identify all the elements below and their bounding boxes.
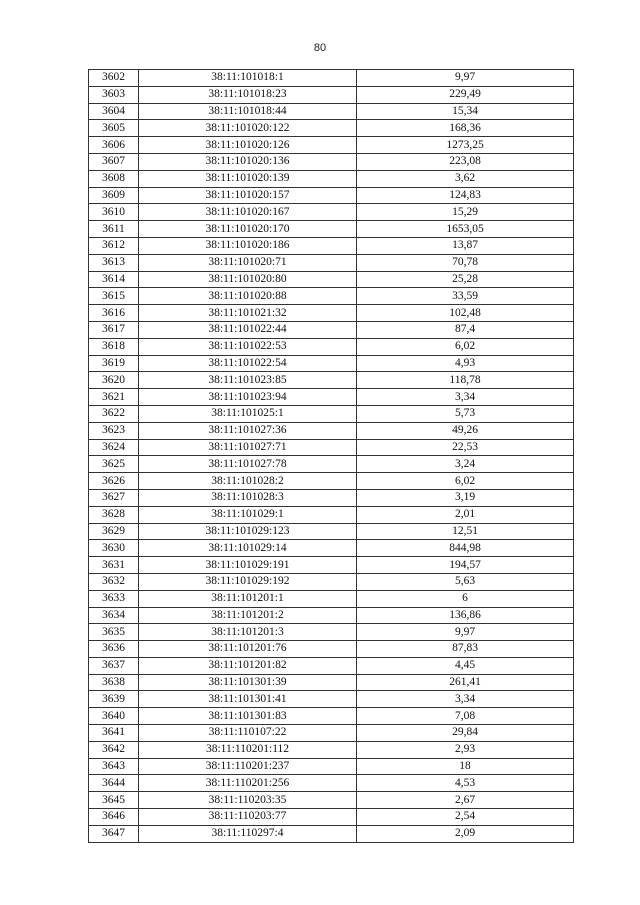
- cadastral-number-cell: 38:11:101022:53: [139, 338, 357, 355]
- area-value-cell: 1653,05: [357, 221, 574, 238]
- cadastral-number-cell: 38:11:101201:1: [139, 590, 357, 607]
- table-row: [89, 641, 574, 658]
- cadastral-number-cell: 38:11:101201:3: [139, 624, 357, 641]
- area-value-cell: 194,57: [357, 557, 574, 574]
- area-value-cell: 2,54: [357, 809, 574, 826]
- area-value-cell: 124,83: [357, 187, 574, 204]
- cadastral-number-cell: 38:11:101023:85: [139, 372, 357, 389]
- table-row: [89, 389, 574, 406]
- row-number-cell: 3636: [89, 641, 139, 658]
- table-row: [89, 624, 574, 641]
- row-number-cell: 3618: [89, 338, 139, 355]
- cadastral-number-cell: 38:11:110201:256: [139, 775, 357, 792]
- row-number-cell: 3609: [89, 187, 139, 204]
- row-number-cell: 3641: [89, 725, 139, 742]
- cadastral-number-cell: 38:11:101027:36: [139, 422, 357, 439]
- cadastral-number-cell: 38:11:110203:35: [139, 792, 357, 809]
- table-row: [89, 741, 574, 758]
- cadastral-number-cell: 38:11:110201:112: [139, 741, 357, 758]
- cadastral-number-cell: 38:11:101020:88: [139, 288, 357, 305]
- area-value-cell: 136,86: [357, 607, 574, 624]
- area-value-cell: 18: [357, 758, 574, 775]
- table-row: [89, 439, 574, 456]
- row-number-cell: 3632: [89, 573, 139, 590]
- area-value-cell: 9,97: [357, 624, 574, 641]
- cadastral-number-cell: 38:11:101020:139: [139, 170, 357, 187]
- row-number-cell: 3643: [89, 758, 139, 775]
- cadastral-number-cell: 38:11:101201:82: [139, 657, 357, 674]
- cadastral-number-cell: 38:11:101027:78: [139, 456, 357, 473]
- cadastral-number-cell: 38:11:101021:32: [139, 305, 357, 322]
- row-number-cell: 3637: [89, 657, 139, 674]
- area-value-cell: 9,97: [357, 70, 574, 87]
- cadastral-number-cell: 38:11:101018:44: [139, 103, 357, 120]
- table-row: [89, 540, 574, 557]
- area-value-cell: 168,36: [357, 120, 574, 137]
- table-row: [89, 305, 574, 322]
- area-value-cell: 229,49: [357, 86, 574, 103]
- area-value-cell: 2,09: [357, 825, 574, 842]
- row-number-cell: 3607: [89, 153, 139, 170]
- cadastral-number-cell: 38:11:101029:1: [139, 506, 357, 523]
- row-number-cell: 3633: [89, 590, 139, 607]
- table-row: [89, 708, 574, 725]
- table-row: [89, 456, 574, 473]
- row-number-cell: 3616: [89, 305, 139, 322]
- row-number-cell: 3635: [89, 624, 139, 641]
- cadastral-number-cell: 38:11:101201:76: [139, 641, 357, 658]
- row-number-cell: 3619: [89, 355, 139, 372]
- cadastral-number-cell: 38:11:101029:191: [139, 557, 357, 574]
- table-row: [89, 372, 574, 389]
- cadastral-number-cell: 38:11:101020:136: [139, 153, 357, 170]
- table-row: [89, 473, 574, 490]
- table-row: [89, 792, 574, 809]
- cadastral-number-cell: 38:11:101027:71: [139, 439, 357, 456]
- area-value-cell: 29,84: [357, 725, 574, 742]
- cadastral-number-cell: 38:11:101029:123: [139, 523, 357, 540]
- row-number-cell: 3610: [89, 204, 139, 221]
- area-value-cell: 15,34: [357, 103, 574, 120]
- cadastral-number-cell: 38:11:101301:41: [139, 691, 357, 708]
- cadastral-number-cell: 38:11:101022:54: [139, 355, 357, 372]
- table-row: [89, 725, 574, 742]
- area-value-cell: 4,93: [357, 355, 574, 372]
- area-value-cell: 223,08: [357, 153, 574, 170]
- row-number-cell: 3627: [89, 489, 139, 506]
- cadastral-number-cell: 38:11:101018:23: [139, 86, 357, 103]
- cadastral-number-cell: 38:11:101029:14: [139, 540, 357, 557]
- table-row: [89, 590, 574, 607]
- row-number-cell: 3624: [89, 439, 139, 456]
- row-number-cell: 3621: [89, 389, 139, 406]
- row-number-cell: 3631: [89, 557, 139, 574]
- area-value-cell: 2,67: [357, 792, 574, 809]
- table-row: [89, 153, 574, 170]
- area-value-cell: 844,98: [357, 540, 574, 557]
- row-number-cell: 3606: [89, 137, 139, 154]
- table-row: [89, 170, 574, 187]
- table-row: [89, 70, 574, 87]
- cadastral-number-cell: 38:11:101020:80: [139, 271, 357, 288]
- row-number-cell: 3608: [89, 170, 139, 187]
- table-row: [89, 221, 574, 238]
- row-number-cell: 3603: [89, 86, 139, 103]
- cadastral-number-cell: 38:11:101029:192: [139, 573, 357, 590]
- cadastral-number-cell: 38:11:101201:2: [139, 607, 357, 624]
- row-number-cell: 3625: [89, 456, 139, 473]
- table-row: [89, 775, 574, 792]
- area-value-cell: 3,34: [357, 389, 574, 406]
- area-value-cell: 6,02: [357, 338, 574, 355]
- row-number-cell: 3646: [89, 809, 139, 826]
- table-row: [89, 573, 574, 590]
- table-row: [89, 120, 574, 137]
- table-row: [89, 657, 574, 674]
- table-row: [89, 691, 574, 708]
- table-row: [89, 288, 574, 305]
- cadastral-number-cell: 38:11:101020:71: [139, 254, 357, 271]
- cadastral-number-cell: 38:11:110107:22: [139, 725, 357, 742]
- table-row: [89, 489, 574, 506]
- area-value-cell: 1273,25: [357, 137, 574, 154]
- table-row: [89, 237, 574, 254]
- table-row: [89, 758, 574, 775]
- table-row: [89, 422, 574, 439]
- area-value-cell: 70,78: [357, 254, 574, 271]
- area-value-cell: 7,08: [357, 708, 574, 725]
- cadastral-number-cell: 38:11:110203:77: [139, 809, 357, 826]
- cadastral-number-cell: 38:11:101301:39: [139, 674, 357, 691]
- cadastral-number-cell: 38:11:101020:167: [139, 204, 357, 221]
- area-value-cell: 33,59: [357, 288, 574, 305]
- area-value-cell: 118,78: [357, 372, 574, 389]
- row-number-cell: 3615: [89, 288, 139, 305]
- table-body: [89, 70, 574, 843]
- row-number-cell: 3640: [89, 708, 139, 725]
- area-value-cell: 5,63: [357, 573, 574, 590]
- row-number-cell: 3644: [89, 775, 139, 792]
- row-number-cell: 3614: [89, 271, 139, 288]
- area-value-cell: 15,29: [357, 204, 574, 221]
- area-value-cell: 22,53: [357, 439, 574, 456]
- area-value-cell: 25,28: [357, 271, 574, 288]
- table-row: [89, 557, 574, 574]
- row-number-cell: 3611: [89, 221, 139, 238]
- table-row: [89, 405, 574, 422]
- cadastral-number-cell: 38:11:110297:4: [139, 825, 357, 842]
- row-number-cell: 3602: [89, 70, 139, 87]
- table-row: [89, 103, 574, 120]
- area-value-cell: 3,24: [357, 456, 574, 473]
- row-number-cell: 3630: [89, 540, 139, 557]
- cadastral-number-cell: 38:11:101028:2: [139, 473, 357, 490]
- area-value-cell: 4,45: [357, 657, 574, 674]
- area-value-cell: 3,19: [357, 489, 574, 506]
- cadastral-number-cell: 38:11:101022:44: [139, 321, 357, 338]
- row-number-cell: 3639: [89, 691, 139, 708]
- cadastral-number-cell: 38:11:101020:122: [139, 120, 357, 137]
- area-value-cell: 3,34: [357, 691, 574, 708]
- row-number-cell: 3623: [89, 422, 139, 439]
- row-number-cell: 3626: [89, 473, 139, 490]
- area-value-cell: 2,93: [357, 741, 574, 758]
- cadastral-number-cell: 38:11:110201:237: [139, 758, 357, 775]
- area-value-cell: 87,4: [357, 321, 574, 338]
- row-number-cell: 3642: [89, 741, 139, 758]
- table-row: [89, 355, 574, 372]
- table-row: [89, 607, 574, 624]
- cadastral-number-cell: 38:11:101023:94: [139, 389, 357, 406]
- row-number-cell: 3645: [89, 792, 139, 809]
- table-row: [89, 86, 574, 103]
- page-number: 80: [313, 42, 327, 54]
- area-value-cell: 4,53: [357, 775, 574, 792]
- table-row: [89, 825, 574, 842]
- table-row: [89, 254, 574, 271]
- cadastral-number-cell: 38:11:101020:170: [139, 221, 357, 238]
- row-number-cell: 3613: [89, 254, 139, 271]
- area-value-cell: 5,73: [357, 405, 574, 422]
- row-number-cell: 3620: [89, 372, 139, 389]
- area-value-cell: 6,02: [357, 473, 574, 490]
- row-number-cell: 3604: [89, 103, 139, 120]
- cadastral-number-cell: 38:11:101020:126: [139, 137, 357, 154]
- area-value-cell: 49,26: [357, 422, 574, 439]
- cadastral-number-cell: 38:11:101301:83: [139, 708, 357, 725]
- row-number-cell: 3617: [89, 321, 139, 338]
- cadastral-table: [88, 69, 574, 843]
- area-value-cell: 2,01: [357, 506, 574, 523]
- area-value-cell: 87,83: [357, 641, 574, 658]
- area-value-cell: 3,62: [357, 170, 574, 187]
- area-value-cell: 261,41: [357, 674, 574, 691]
- area-value-cell: 6: [357, 590, 574, 607]
- row-number-cell: 3647: [89, 825, 139, 842]
- row-number-cell: 3612: [89, 237, 139, 254]
- table-row: [89, 204, 574, 221]
- area-value-cell: 12,51: [357, 523, 574, 540]
- table-row: [89, 321, 574, 338]
- cadastral-number-cell: 38:11:101020:186: [139, 237, 357, 254]
- cadastral-number-cell: 38:11:101028:3: [139, 489, 357, 506]
- row-number-cell: 3629: [89, 523, 139, 540]
- table-row: [89, 271, 574, 288]
- cadastral-number-cell: 38:11:101020:157: [139, 187, 357, 204]
- table-row: [89, 809, 574, 826]
- table-row: [89, 137, 574, 154]
- table-row: [89, 674, 574, 691]
- table-row: [89, 338, 574, 355]
- table-row: [89, 523, 574, 540]
- cadastral-number-cell: 38:11:101018:1: [139, 70, 357, 87]
- row-number-cell: 3628: [89, 506, 139, 523]
- area-value-cell: 102,48: [357, 305, 574, 322]
- table-row: [89, 187, 574, 204]
- row-number-cell: 3634: [89, 607, 139, 624]
- table-row: [89, 506, 574, 523]
- area-value-cell: 13,87: [357, 237, 574, 254]
- row-number-cell: 3622: [89, 405, 139, 422]
- cadastral-number-cell: 38:11:101025:1: [139, 405, 357, 422]
- row-number-cell: 3638: [89, 674, 139, 691]
- row-number-cell: 3605: [89, 120, 139, 137]
